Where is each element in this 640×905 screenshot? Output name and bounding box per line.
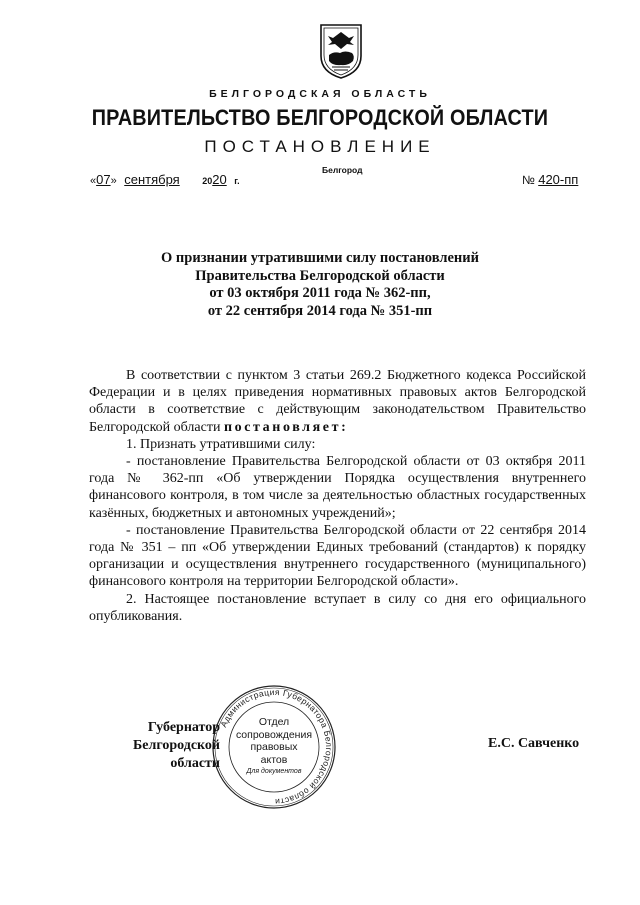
stamp-line-2: сопровождения bbox=[235, 728, 313, 741]
date-year-prefix: 20 bbox=[202, 176, 213, 186]
stamp-line-4: актов bbox=[260, 753, 288, 766]
date-year-suffix: 20 bbox=[212, 172, 227, 187]
number-value: 420-пп bbox=[538, 172, 579, 187]
body-subitem-2: - постановление Правительства Белгородской области от 22 сентября 2014 года № 351 – пп «Об утверждении Единых требований (стандартов) к порядку организации и осуществления внутреннего государственного (муниципального) финансового контроля на территории Белгородской области». bbox=[89, 522, 586, 590]
stamp-line-1: Отдел bbox=[258, 716, 290, 728]
body-intro-paragraph bbox=[89, 367, 586, 436]
stamp-ring-text: Администрация Губернатора Белгородской области bbox=[218, 686, 335, 808]
document-type: ПОСТАНОВЛЕНИЕ bbox=[204, 137, 436, 156]
date-month: сентября bbox=[124, 172, 180, 187]
region-name: БЕЛГОРОДСКАЯ ОБЛАСТЬ bbox=[209, 88, 431, 100]
body-decides: постановляет: bbox=[223, 419, 349, 435]
stamp-line-3: правовых bbox=[250, 741, 298, 753]
stamp-text bbox=[232, 716, 316, 779]
date-quote-close: » bbox=[110, 175, 117, 187]
title-line-4: от 22 сентября 2014 года № 351-пп bbox=[207, 302, 433, 319]
signatory-position bbox=[90, 719, 220, 773]
date-day: 07 bbox=[96, 172, 111, 187]
body-item-2: 2. Настоящее постановление вступает в силу со дня его официального опубликования. bbox=[89, 591, 586, 624]
government-name: ПРАВИТЕЛЬСТВО БЕЛГОРОДСКОЙ ОБЛАСТИ bbox=[91, 105, 549, 130]
city-name: Белгород bbox=[322, 165, 363, 175]
signatory-name: Е.С. Савченко bbox=[488, 736, 580, 751]
document-body bbox=[89, 367, 586, 625]
signatory-position-line-1: Губернатор bbox=[147, 720, 220, 735]
number-label: № bbox=[522, 173, 535, 187]
date-quote-open: « bbox=[90, 175, 97, 187]
document-number bbox=[522, 172, 578, 187]
body-subitem-1: - постановление Правительства Белгородской области от 03 октября 2011 года № 362-пп «Об утверждении Порядка осуществления внутреннего финансового контроля, в том числе за деятельностью областных государственных казённых, бюджетных и автономных учреждений»; bbox=[89, 454, 586, 521]
coat-of-arms-icon bbox=[318, 22, 364, 80]
title-line-3: от 03 октября 2011 года № 362-пп, bbox=[209, 285, 431, 301]
date-year-label: г. bbox=[234, 176, 240, 186]
title-line-2: Правительства Белгородской области bbox=[195, 267, 445, 284]
document-date bbox=[90, 172, 240, 188]
body-intro: В соответствии с пунктом 3 статьи 269.2 Бюджетного кодекса Российской Федерации и в целях приведения нормативных правовых актов Белгородской области в соответствие с действующим законодательством Правительство Белгородской области bbox=[89, 368, 586, 435]
title-line-1: О признании утратившими силу постановлений bbox=[161, 250, 479, 266]
document-title bbox=[0, 250, 640, 320]
signatory-position-line-2: Белгородской области bbox=[133, 738, 220, 771]
body-item-1: 1. Признать утратившими силу: bbox=[126, 436, 316, 452]
stamp-bottom: Для документов bbox=[246, 768, 302, 775]
